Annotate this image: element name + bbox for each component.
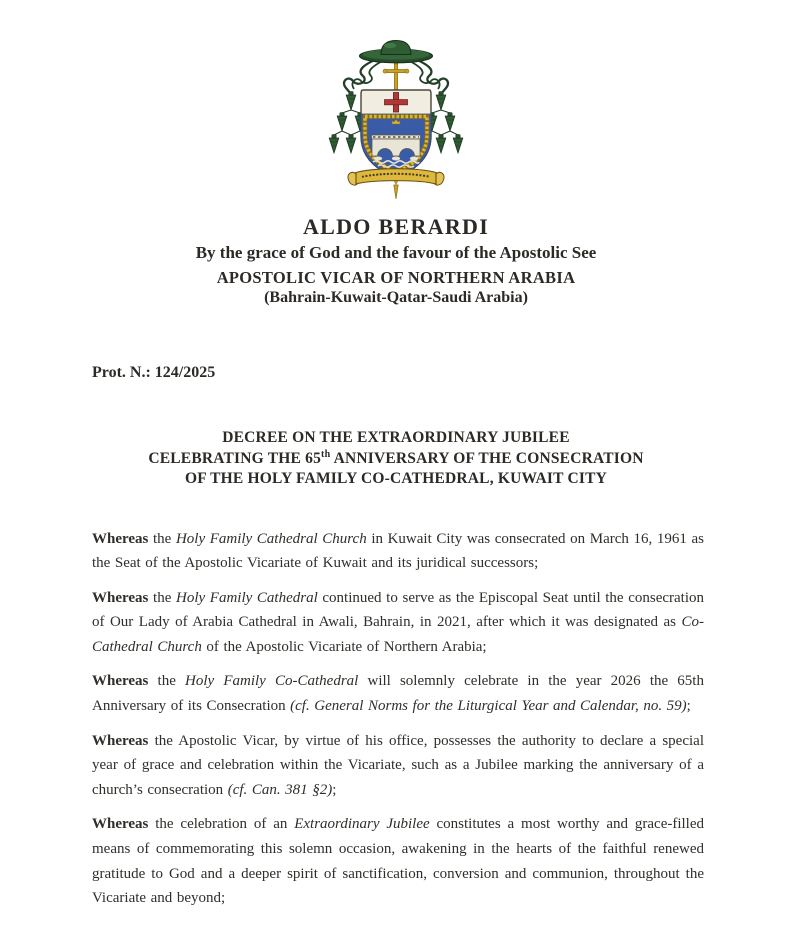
- text-run: continued to serve as the Episcopal Seat until the consecration of Our Lady of Arabia Cathedral in Awali, Bahrain, in 2021, after which it was designated as: [92, 589, 705, 631]
- text-run: (cf. General Norms for the Liturgical Year and Calendar, no. 59): [290, 698, 687, 715]
- whereas-paragraph-1: [92, 527, 704, 576]
- text-run: ;: [332, 781, 337, 798]
- text-run: the Apostolic Vicar, by virtue of his office, possesses the authority to declare a special year of grace and celebration within the Vicariate, such as a Jubilee marking the anniversary of a church’s consecration: [92, 732, 704, 798]
- text-run: Co-Cathedral Church: [92, 614, 704, 655]
- galero-hat-icon: [360, 41, 433, 63]
- text-run: the celebration of an: [148, 816, 295, 833]
- text-run: Holy Family Cathedral Church: [175, 530, 367, 547]
- text-run: Whereas: [92, 530, 149, 547]
- decree-body: [92, 527, 704, 911]
- text-run: Extraordinary Jubilee: [294, 816, 430, 833]
- decree-title-line2: [0, 449, 792, 470]
- text-run: of the Apostolic Vicariate of Northern Arabia;: [201, 638, 487, 655]
- letterhead: [0, 214, 792, 307]
- bishop-name: ALDO BERARDI: [302, 214, 490, 239]
- whereas-paragraph-4: [92, 729, 704, 803]
- text-run: Whereas: [92, 816, 149, 833]
- decree-title-line3: OF THE HOLY FAMILY CO-CATHEDRAL, KUWAIT CITY: [184, 470, 608, 487]
- decree-title-line2-prefix: CELEBRATING THE 65: [148, 449, 322, 467]
- territories-line: (Bahrain-Kuwait-Qatar-Saudi Arabia): [264, 289, 528, 306]
- text-run: constitutes a most worthy and grace-filled means of commemorating this solemn occasion, awakening in the hearts of the faithful renewed gratitude to God and a deeper spirit of sanctification, conversion and communion, throughout the Vicariate and beyond;: [92, 816, 705, 907]
- decree-title-line1: DECREE ON THE EXTRAORDINARY JUBILEE: [222, 429, 570, 446]
- grace-byline: By the grace of God and the favour of the Apostolic See: [195, 243, 597, 262]
- text-run: Whereas: [92, 732, 149, 749]
- text-run: the: [148, 530, 176, 547]
- text-run: the: [148, 673, 186, 690]
- text-run: Holy Family Cathedral: [176, 589, 318, 606]
- whereas-paragraph-2: [92, 586, 704, 660]
- text-run: will solemnly celebrate in the year 2026 the 65th Anniversary of its Consecration: [92, 673, 704, 715]
- episcopal-coat-of-arms-icon: [321, 36, 471, 201]
- decree-title: [0, 428, 792, 490]
- decree-document-page: [0, 36, 792, 940]
- text-run: (cf. Can. 381 §2): [227, 781, 333, 798]
- whereas-paragraph-3: [92, 669, 704, 718]
- text-run: ;: [686, 698, 691, 715]
- text-run: Whereas: [92, 673, 149, 690]
- staff-tip-icon: [394, 185, 398, 199]
- whereas-paragraph-5: [92, 812, 704, 910]
- text-run: Whereas: [92, 589, 149, 606]
- text-run: the: [148, 589, 176, 606]
- protocol-number: Prot. N.: 124/2025: [92, 364, 216, 381]
- text-run: in Kuwait City was consecrated on March 16, 1961 as the Seat of the Apostolic Vicariate of Kuwait and its juridical successors;: [92, 530, 704, 572]
- text-run: Holy Family Co-Cathedral: [185, 673, 359, 690]
- processional-cross-icon: [383, 60, 409, 90]
- ordinal-superscript: th: [321, 448, 331, 460]
- vicar-title: APOSTOLIC VICAR OF NORTHERN ARABIA: [216, 268, 576, 287]
- decree-title-line2-suffix: ANNIVERSARY OF THE CONSECRATION: [330, 449, 644, 467]
